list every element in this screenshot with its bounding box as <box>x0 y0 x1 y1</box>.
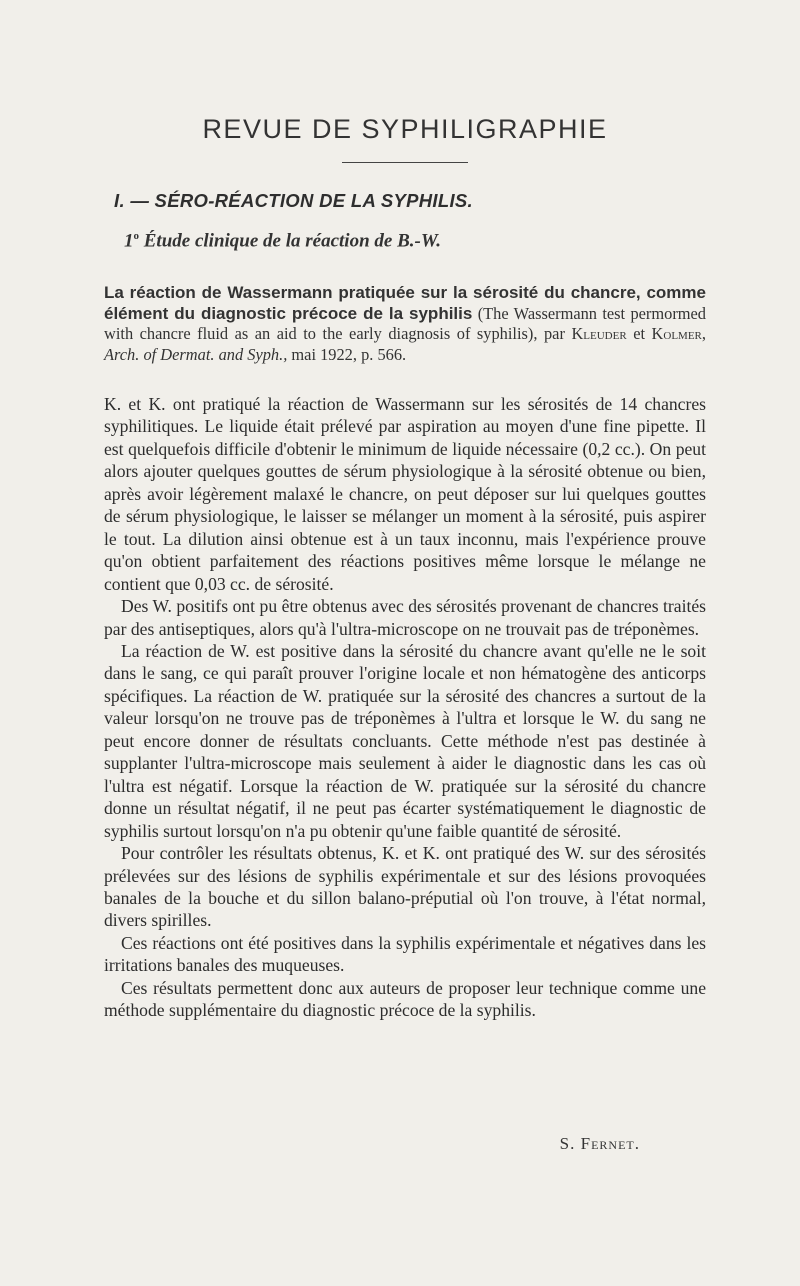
reference-author-2: Kolmer, <box>651 324 706 344</box>
title-divider <box>342 162 468 163</box>
page-title: REVUE DE SYPHILIGRAPHIE <box>202 114 608 144</box>
article-body <box>104 393 706 1022</box>
body-paragraph-2: Des W. positifs ont pu être obtenus avec des sérosités provenant de chancres traités par des antiseptiques, alors qu'à l'ultra-microscope on ne trouvait pas de tréponèmes. <box>104 596 706 639</box>
subsection-number: 1 <box>124 230 134 252</box>
reference-author-1: Kleuder <box>571 324 627 344</box>
body-paragraph-4: Pour contrôler les résultats obtenus, K. et K. ont pratiqué des W. sur des sérosités prélevées sur des lésions de syphilis expérimentale et sur des lésions provoquées banales de la bouche et du sillon balano-préputial où l'on trouve, à l'état normal, divers spirilles. <box>104 843 706 931</box>
signature-initial: S. <box>559 1134 576 1153</box>
reference-title: La réaction de Wassermann pratiquée sur la sérosité du chancre, comme élément du diagnostic précoce de la syphilis <box>104 283 706 323</box>
subsection-number-sup: o <box>133 230 139 242</box>
author-signature <box>560 1134 640 1154</box>
article-reference <box>104 283 706 365</box>
section-heading: I. — SÉRO-RÉACTION DE LA SYPHILIS. <box>114 190 473 211</box>
subsection-heading <box>124 230 441 252</box>
signature-name: Fernet. <box>580 1134 640 1153</box>
body-paragraph-3: La réaction de W. est positive dans la sérosité du chancre avant qu'elle ne le soit dans le sang, ce qui paraît prouver l'origine locale et non hématogène des anticorps spécifiques. La réaction de W. pratiquée sur la sérosité des chancres a surtout de la valeur lorsqu'on ne trouve pas de tréponèmes à l'ultra et lorsque le W. du sang ne peut encore donner de résultats concluants. Cette méthode n'est pas destinée à supplanter l'ultra-microscope mais seulement à aider le diagnostic dans les cas où l'ultra est négatif. Lorsque la réaction de W. pratiquée sur la sérosité du chancre donne un résultat négatif, il ne peut pas écarter systématiquement le diagnostic de syphilis surtout lorsqu'on n'a pu obtenir qu'une faible quantité de sérosité. <box>104 640 706 841</box>
subsection-title: Étude clinique de la réaction de B.-W. <box>143 230 442 252</box>
body-paragraph-6: Ces résultats permettent donc aux auteurs de proposer leur technique comme une méthode supplémentaire du diagnostic précoce de la syphilis. <box>104 977 706 1021</box>
body-paragraph-5: Ces réactions ont été positives dans la syphilis expérimentale et négatives dans les irritations banales des muqueuses. <box>104 932 706 976</box>
reference-date: mai 1922, p. 566. <box>291 344 407 364</box>
reference-english-title: (The Wassermann test permormed with chancre fluid as an aid to the early diagnosis of syphilis), par <box>104 303 706 344</box>
body-paragraph-1: K. et K. ont pratiqué la réaction de Wassermann sur les sérosités de 14 chancres syphilitiques. Le liquide était prélevé par aspiration au moyen d'une fine pipette. Il est quelquefois difficile d'obtenir le minimum de liquide nécessaire (0,2 cc.). On peut alors ajouter quelques gouttes de sérum physiologique à la sérosité obtenue ou bien, après avoir légèrement malaxé le chancre, on peut déposer sur lui quelques gouttes de sérum physiologique, le laisser se mélanger un moment à la sérosité, puis aspirer le tout. La dilution ainsi obtenue est à un taux inconnu, mais l'expérience prouve qu'on obtient parfaitement des réactions positives même lorsque le mélange ne contient que 0,03 cc. de sérosité. <box>104 394 706 594</box>
reference-conjunction: et <box>633 324 646 344</box>
reference-journal: Arch. of Dermat. and Syph., <box>104 344 288 364</box>
